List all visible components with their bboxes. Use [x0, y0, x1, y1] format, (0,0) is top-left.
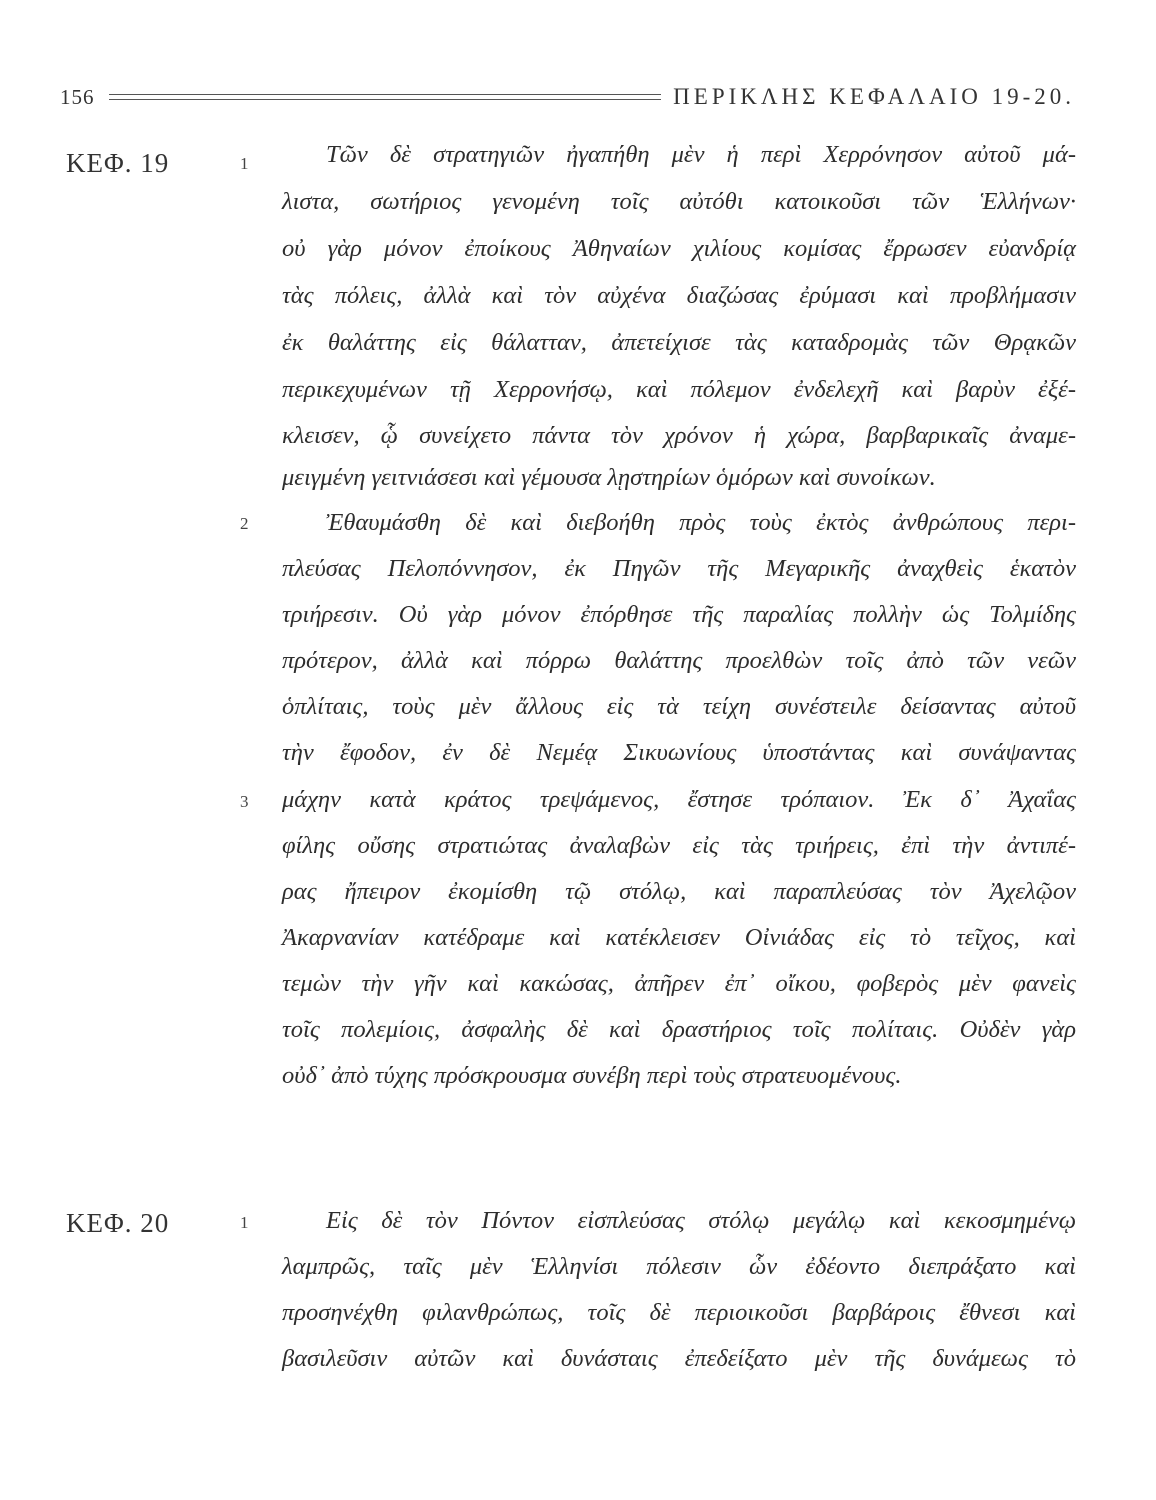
text-line: ἐκ θαλάττης εἰς θάλατταν, ἀπετείχισε τὰς καταδρομὰς τῶν Θρᾳκῶν — [282, 329, 1076, 356]
chapter-20-label: ΚΕΦ. 20 — [66, 1208, 170, 1238]
text-line: Τῶν δὲ στρατηγιῶν ἠγαπήθη μὲν ἡ περὶ Χερρόνησον αὐτοῦ μά- — [326, 141, 1076, 168]
text-line: τριήρεσιν. Οὐ γὰρ μόνον ἐπόρθησε τῆς παραλίας πολλὴν ὡς Τολμίδης — [282, 601, 1076, 628]
text-line: περικεχυμένων τῇ Χερρονήσῳ, καὶ πόλεμον ἐνδελεχῆ καὶ βαρὺν ἐξέ- — [282, 376, 1076, 403]
section-number: 3 — [240, 792, 249, 811]
text-line: τὴν ἔφοδον, ἐν δὲ Νεμέᾳ Σικυωνίους ὑποστάντας καὶ συνάψαντας — [282, 739, 1076, 766]
page-number: 156 — [60, 84, 95, 109]
text-line: βασιλεῦσιν αὐτῶν καὶ δυνάσταις ἐπεδείξατο μὲν τῆς δυνάμεως τὸ — [282, 1345, 1076, 1372]
text-line: Ἐθαυμάσθη δὲ καὶ διεβοήθη πρὸς τοὺς ἐκτὸς ἀνθρώπους περι- — [326, 509, 1076, 536]
text-line: πρότερον, ἀλλὰ καὶ πόρρω θαλάττης προελθὼν τοῖς ἀπὸ τῶν νεῶν — [282, 647, 1076, 674]
text-line: τοῖς πολεμίοις, ἀσφαλὴς δὲ καὶ δραστήριος τοῖς πολίταις. Οὐδὲν γὰρ — [282, 1016, 1076, 1043]
text-line: οὐδ᾽ ἀπὸ τύχης πρόσκρουσμα συνέβη περὶ τοὺς στρατευομένους. — [282, 1062, 902, 1089]
section-number: 2 — [240, 514, 249, 533]
text-line: ὁπλίταις, τοὺς μὲν ἄλλους εἰς τὰ τείχη συνέστειλε δείσαντας αὐτοῦ — [282, 693, 1076, 720]
text-line: λαμπρῶς, ταῖς μὲν Ἑλληνίσι πόλεσιν ὧν ἐδέοντο διεπράξατο καὶ — [282, 1253, 1076, 1280]
chapter-19-label: ΚΕΦ. 19 — [66, 148, 170, 178]
text-line: λιστα, σωτήριος γενομένη τοῖς αὐτόθι κατοικοῦσι τῶν Ἑλλήνων· — [282, 188, 1076, 215]
text-line: Εἰς δὲ τὸν Πόντον εἰσπλεύσας στόλῳ μεγάλῳ καὶ κεκοσμημένῳ — [326, 1207, 1076, 1234]
text-line: οὐ γὰρ μόνον ἐποίκους Ἀθηναίων χιλίους κομίσας ἔρρωσεν εὐανδρίᾳ — [282, 235, 1076, 262]
running-head: ΠΕΡΙΚΛΗΣ ΚΕΦΑΛΑΙΟ 19-20. — [673, 84, 1075, 109]
text-line: Ἀκαρνανίαν κατέδραμε καὶ κατέκλεισεν Οἰνιάδας εἰς τὸ τεῖχος, καὶ — [282, 924, 1076, 951]
section-number: 1 — [240, 154, 249, 173]
text-line: τὰς πόλεις, ἀλλὰ καὶ τὸν αὐχένα διαζώσας ἐρύμασι καὶ προβλήμασιν — [282, 282, 1076, 309]
header-rule — [109, 94, 662, 100]
text-line: φίλης οὔσης στρατιώτας ἀναλαβὼν εἰς τὰς τριήρεις, ἐπὶ τὴν ἀντιπέ- — [282, 832, 1076, 859]
text-line: μάχην κατὰ κράτος τρεψάμενος, ἔστησε τρόπαιον. Ἐκ δ᾽ Ἀχαΐας — [282, 786, 1076, 813]
text-line: ρας ἤπειρον ἐκομίσθη τῷ στόλῳ, καὶ παραπλεύσας τὸν Ἀχελῷον — [282, 878, 1076, 905]
section-number: 1 — [240, 1213, 249, 1232]
text-line: τεμὼν τὴν γῆν καὶ κακώσας, ἀπῆρεν ἐπ᾽ οἴκου, φοβερὸς μὲν φανεὶς — [282, 970, 1076, 997]
text-line: κλεισεν, ᾧ συνείχετο πάντα τὸν χρόνον ἡ χώρα, βαρβαρικαῖς ἀναμε- — [282, 422, 1076, 449]
running-header — [60, 82, 1075, 112]
text-line: προσηνέχθη φιλανθρώπως, τοῖς δὲ περιοικοῦσι βαρβάροις ἔθνεσι καὶ — [282, 1299, 1076, 1326]
text-line: πλεύσας Πελοπόννησον, ἐκ Πηγῶν τῆς Μεγαρικῆς ἀναχθεὶς ἑκατὸν — [282, 555, 1076, 582]
text-line: μειγμένη γειτνιάσεσι καὶ γέμουσα λῃστηρίων ὁμόρων καὶ συνοίκων. — [282, 464, 936, 491]
